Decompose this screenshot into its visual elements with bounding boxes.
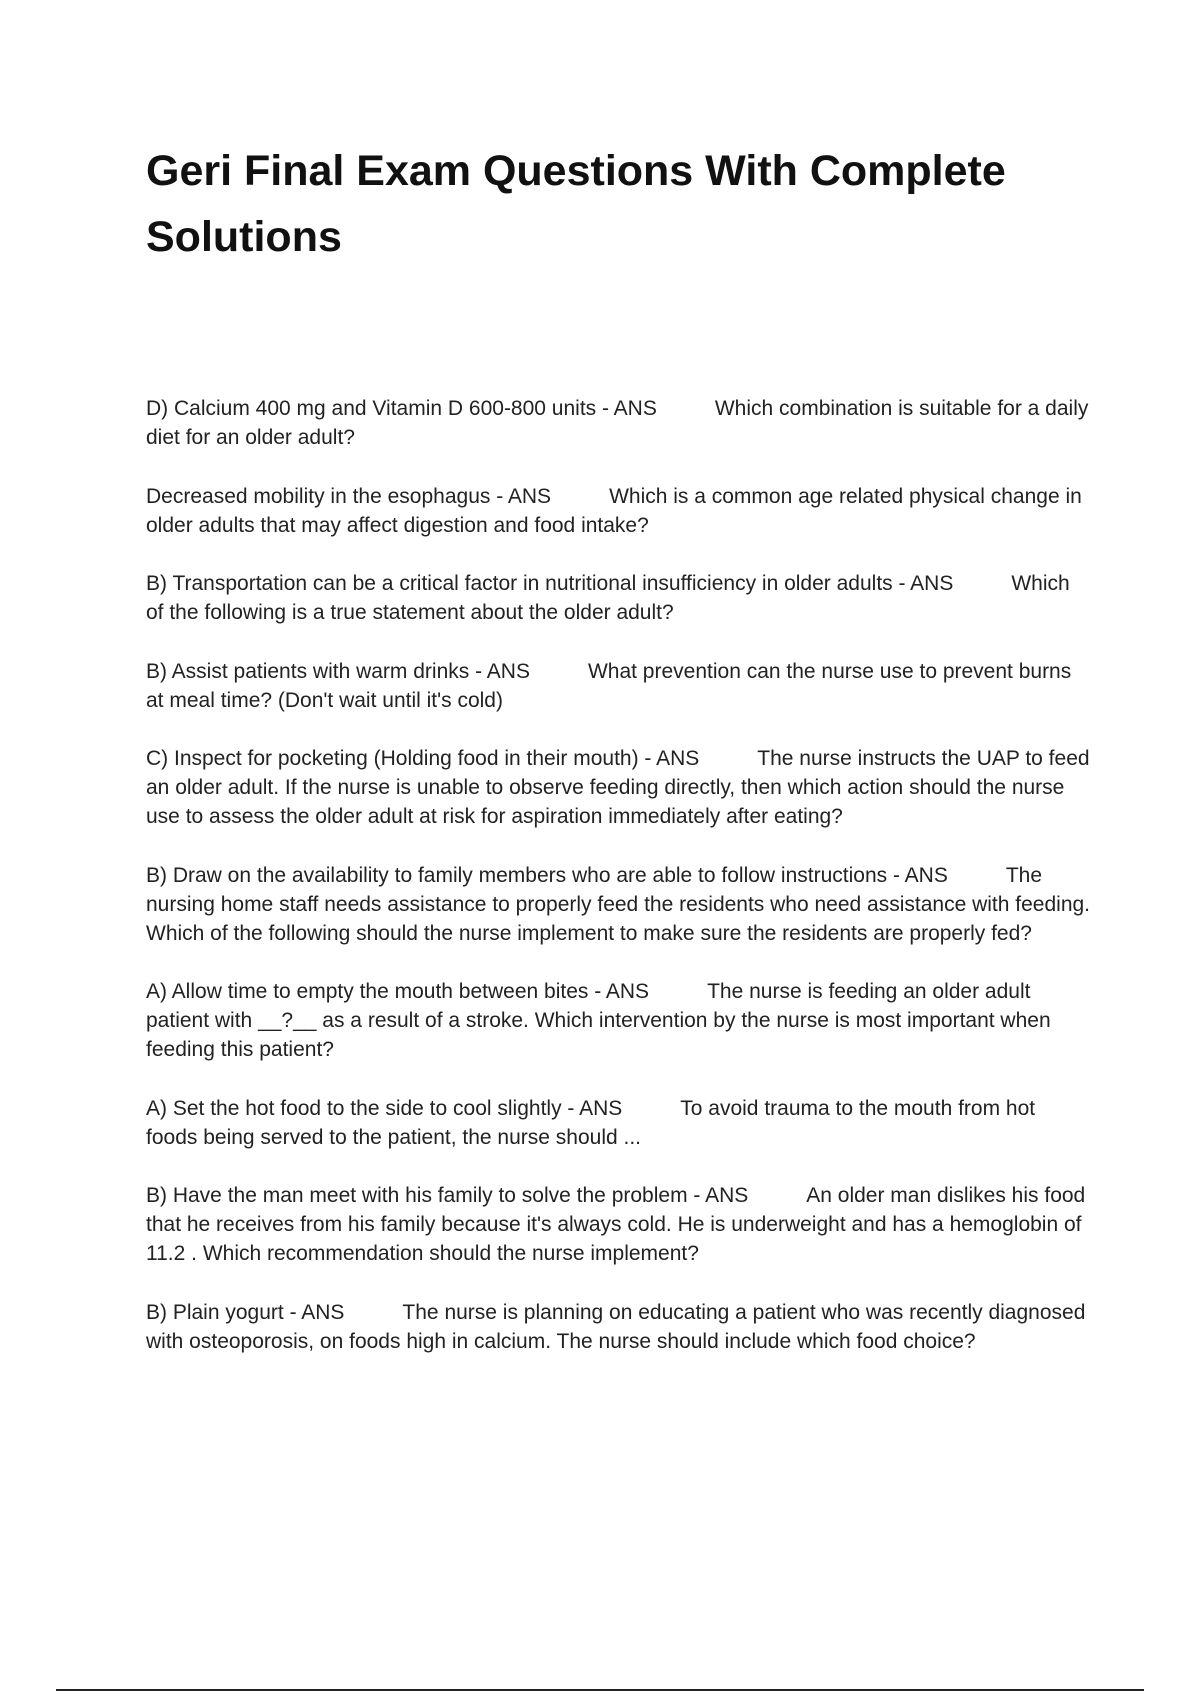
- question-text: An older man dislikes his food that he receives from his family because it's always cold. He is underweight and has a hemoglobin of 11.2 . Which recommendation should the nurse implement?: [146, 1184, 1086, 1265]
- answer-text: Decreased mobility in the esophagus - ANS: [146, 484, 552, 508]
- qa-item-2: [146, 482, 1090, 540]
- answer-text: B) Transportation can be a critical factor in nutritional insufficiency in older adults - ANS: [146, 572, 954, 595]
- qa-item-4: [146, 657, 1090, 715]
- question-text: Which of the following is a true statement about the older adult?: [146, 572, 1070, 624]
- answer-text: C) Inspect for pocketing (Holding food in their mouth) - ANS: [146, 747, 700, 770]
- qa-item-7: [146, 977, 1090, 1064]
- question-text: To avoid trauma to the mouth from hot foods being served to the patient, the nurse should ...: [146, 1096, 1036, 1149]
- question-text: The nurse is feeding an older adult patient with __?__ as a result of a stroke. Which intervention by the nurse is most important when feeding this patient?: [146, 980, 1051, 1061]
- qa-item-6: [146, 861, 1090, 948]
- answer-text: A) Set the hot food to the side to cool slightly - ANS: [146, 1096, 623, 1120]
- qa-item-8: [146, 1094, 1090, 1152]
- question-text: Which is a common age related physical change in older adults that may affect digestion and food intake?: [146, 484, 1082, 537]
- qa-item-9: [146, 1181, 1090, 1268]
- page-title: Geri Final Exam Questions With Complete Solutions: [146, 147, 1006, 261]
- question-text: The nurse is planning on educating a patient who was recently diagnosed with osteoporosis, on foods high in calcium. The nurse should include which food choice?: [146, 1300, 1086, 1353]
- question-text: Which combination is suitable for a daily diet for an older adult?: [146, 397, 1089, 449]
- question-text: The nursing home staff needs assistance to properly feed the residents who need assistance with feeding. Which of the following should the nurse implement to make sure the residents are properly fed?: [146, 863, 1091, 945]
- qa-item-5: [146, 744, 1090, 831]
- question-text: What prevention can the nurse use to prevent burns at meal time? (Don't wait until it's cold): [146, 659, 1072, 712]
- qa-item-10: [146, 1298, 1090, 1356]
- qa-item-3: [146, 569, 1090, 627]
- answer-text: B) Have the man meet with his family to solve the problem - ANS: [146, 1184, 749, 1207]
- page-bottom-rule: [56, 1689, 1144, 1691]
- qa-item-1: [146, 394, 1090, 452]
- answer-text: D) Calcium 400 mg and Vitamin D 600-800 units - ANS: [146, 397, 657, 420]
- answer-text: B) Draw on the availability to family members who are able to follow instructions - ANS: [146, 863, 948, 887]
- answer-text: A) Allow time to empty the mouth between bites - ANS: [146, 980, 650, 1003]
- qa-list: [146, 394, 1090, 1385]
- answer-text: B) Assist patients with warm drinks - ANS: [146, 659, 530, 683]
- question-text: The nurse instructs the UAP to feed an older adult. If the nurse is unable to observe feeding directly, then which action should the nurse use to assess the older adult at risk for aspiration immediately after eating?: [146, 747, 1090, 828]
- answer-text: B) Plain yogurt - ANS: [146, 1300, 345, 1324]
